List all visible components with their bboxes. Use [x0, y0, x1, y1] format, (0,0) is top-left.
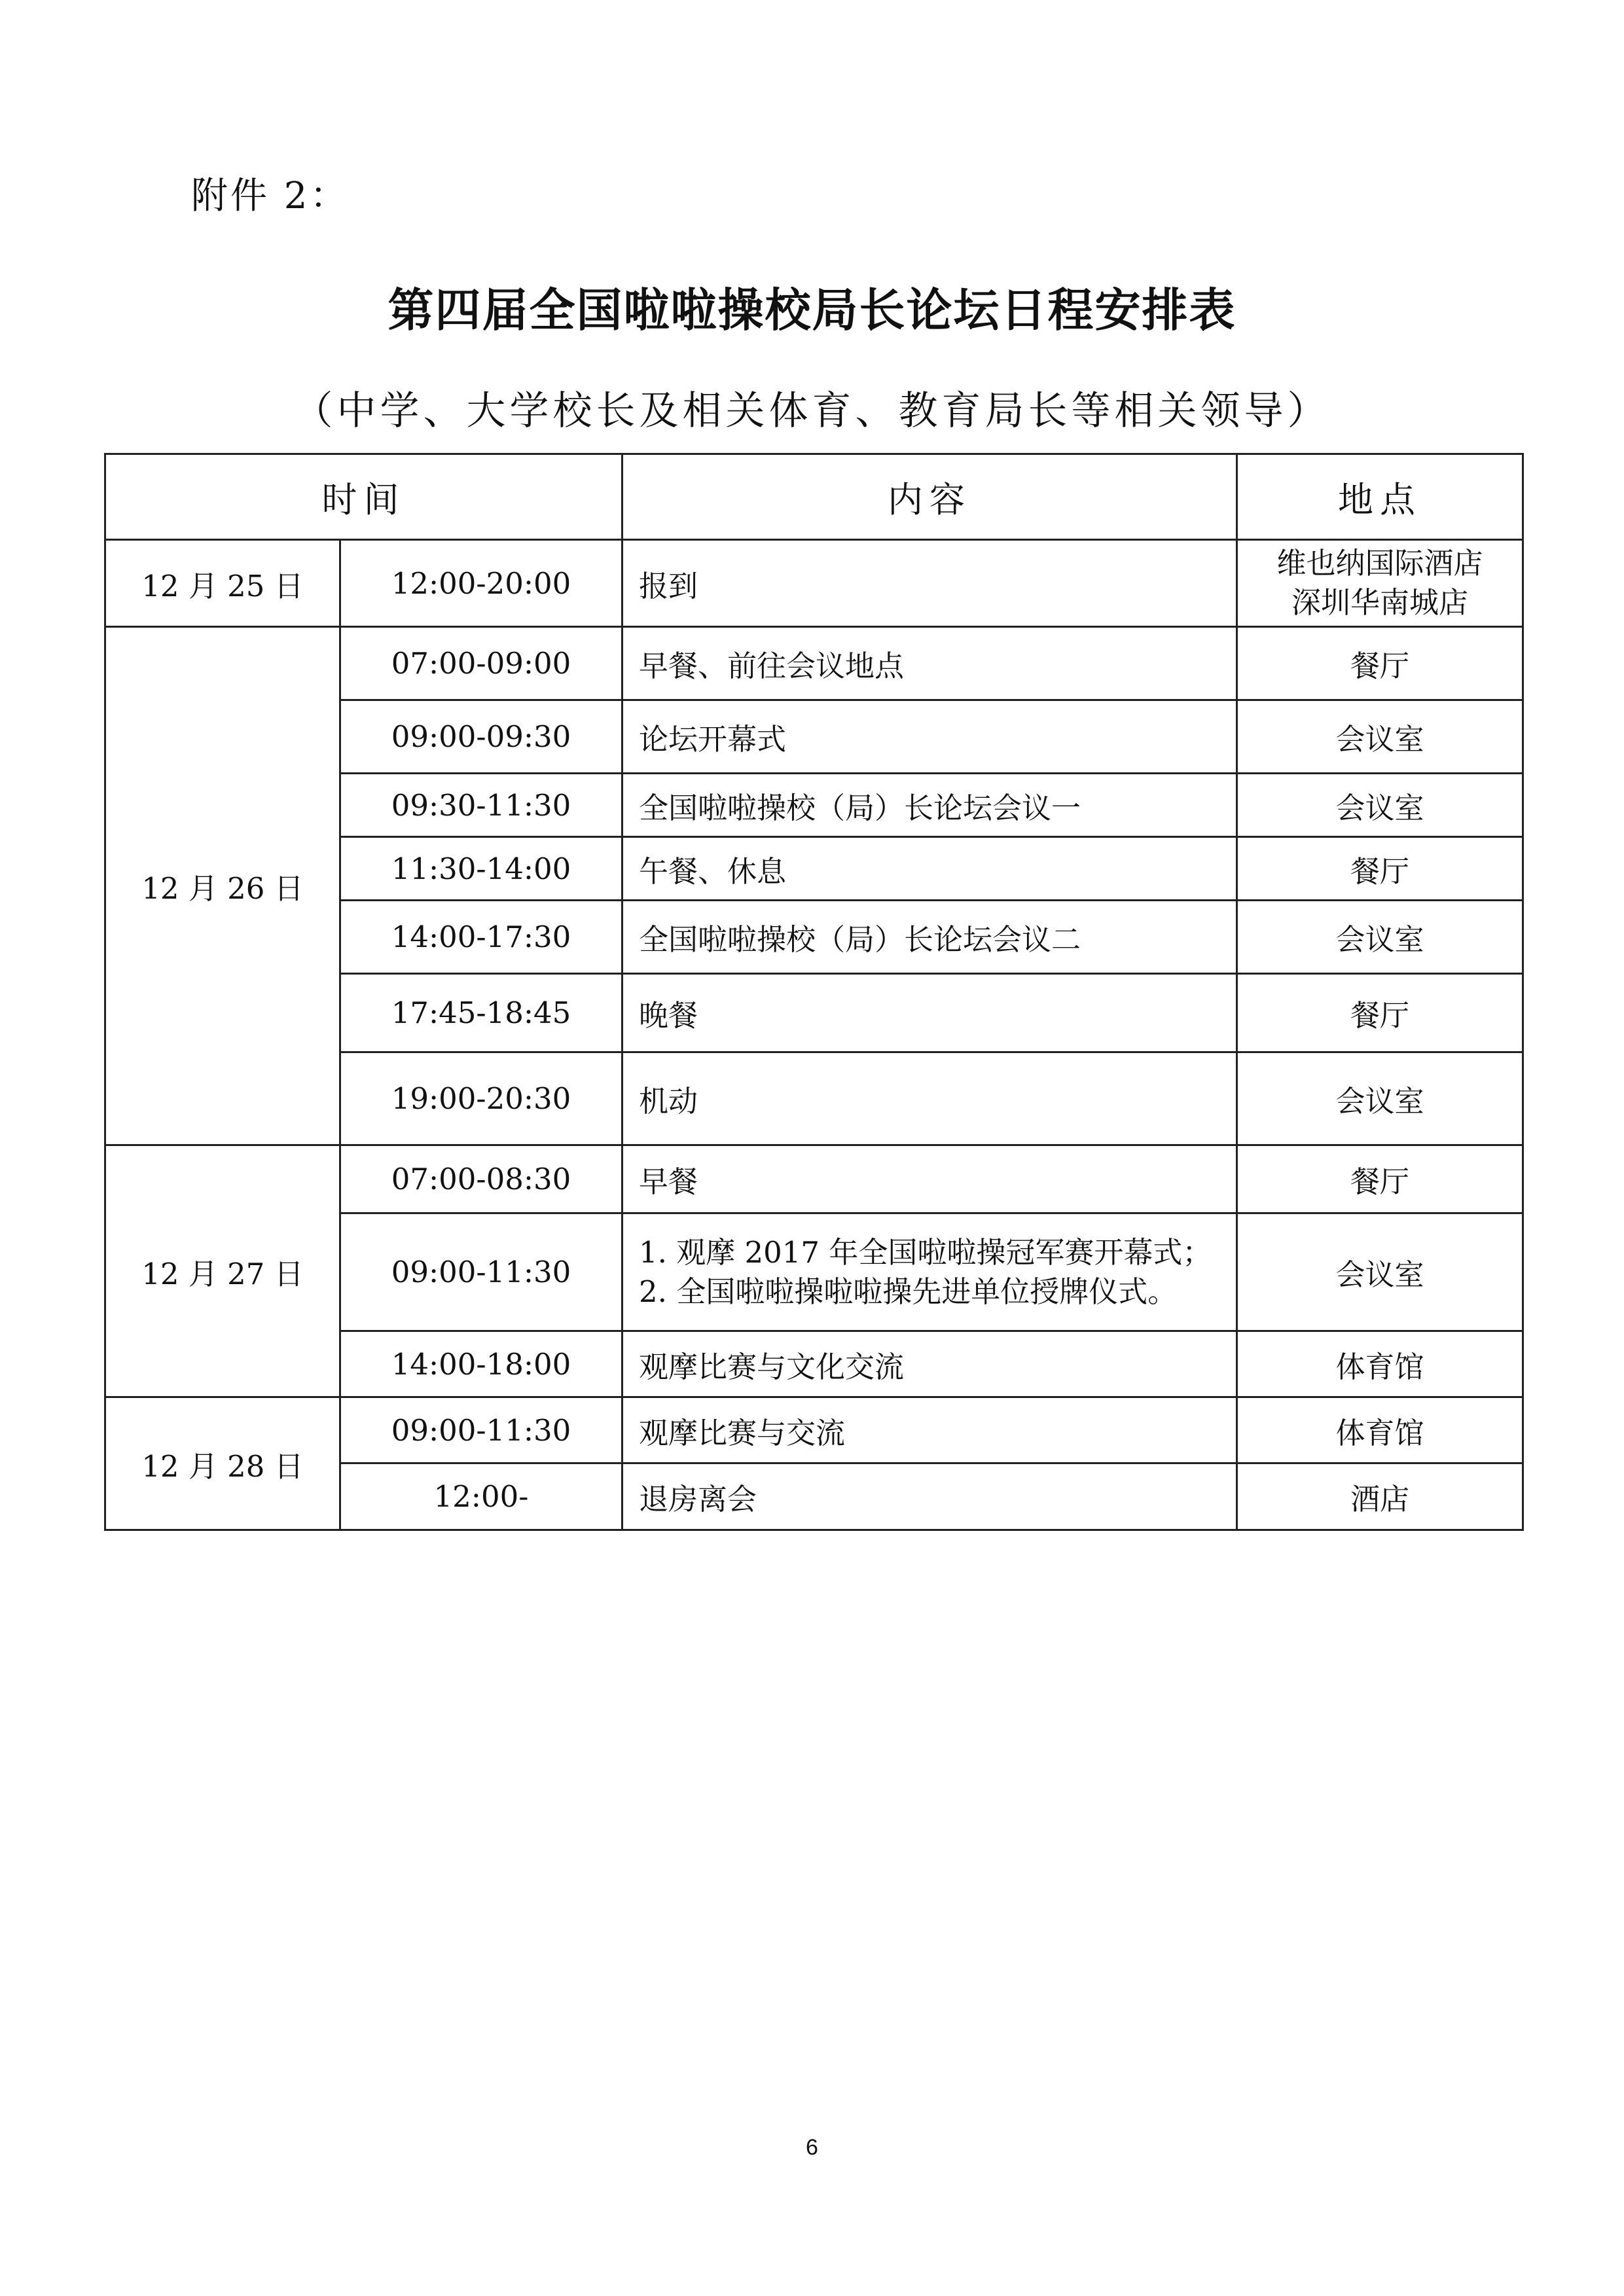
document-title: 第四届全国啦啦操校局长论坛日程安排表: [388, 283, 1236, 337]
time-cell: 12:00-20:00: [340, 540, 623, 627]
time-cell: 07:00-08:30: [340, 1145, 623, 1213]
location-cell: 餐厅: [1237, 1145, 1523, 1213]
content-cell: 全国啦啦操校（局）长论坛会议一: [623, 774, 1237, 837]
location-line: 深圳华南城店: [1291, 585, 1468, 620]
table-row: [105, 1397, 1523, 1463]
table-header-row: [105, 454, 1523, 540]
content-cell: 早餐、前往会议地点: [623, 627, 1237, 700]
date-cell: 12 月 27 日: [105, 1145, 340, 1397]
content-cell: [623, 1213, 1237, 1331]
table-row: [105, 627, 1523, 700]
header-location: 地点: [1237, 454, 1523, 540]
table-row: [105, 540, 1523, 627]
location-cell: 会议室: [1237, 901, 1523, 974]
date-cell: 12 月 28 日: [105, 1397, 340, 1530]
location-cell: 会议室: [1237, 774, 1523, 837]
location-cell: 餐厅: [1237, 627, 1523, 700]
content-line: 1. 观摩 2017 年全国啦啦操冠军赛开幕式；: [639, 1234, 1212, 1270]
time-cell: 12:00-: [340, 1463, 623, 1530]
location-cell: 体育馆: [1237, 1397, 1523, 1463]
table-row: [105, 1145, 1523, 1213]
content-cell: 机动: [623, 1052, 1237, 1145]
content-cell: 论坛开幕式: [623, 700, 1237, 774]
content-cell: 观摩比赛与交流: [623, 1397, 1237, 1463]
content-cell: 晚餐: [623, 974, 1237, 1052]
date-cell: 12 月 25 日: [105, 540, 340, 627]
content-cell: 午餐、休息: [623, 837, 1237, 901]
location-cell: 餐厅: [1237, 837, 1523, 901]
location-cell: 会议室: [1237, 1213, 1523, 1331]
content-cell: 全国啦啦操校（局）长论坛会议二: [623, 901, 1237, 974]
content-cell: 报到: [623, 540, 1237, 627]
schedule-table: [104, 453, 1524, 1531]
date-cell: 12 月 26 日: [105, 627, 340, 1145]
time-cell: 07:00-09:00: [340, 627, 623, 700]
time-cell: 19:00-20:30: [340, 1052, 623, 1145]
attachment-label: 附件 2：: [191, 175, 350, 217]
time-cell: 17:45-18:45: [340, 974, 623, 1052]
time-cell: 09:00-11:30: [340, 1213, 623, 1331]
location-cell: 餐厅: [1237, 974, 1523, 1052]
content-line: 2. 全国啦啦操啦啦操先进单位授牌仪式。: [639, 1274, 1178, 1309]
location-cell: 会议室: [1237, 700, 1523, 774]
location-line: 维也纳国际酒店: [1276, 546, 1483, 581]
time-cell: 14:00-17:30: [340, 901, 623, 974]
page-number: 6: [806, 2135, 818, 2160]
time-cell: 11:30-14:00: [340, 837, 623, 901]
time-cell: 09:30-11:30: [340, 774, 623, 837]
location-cell: 体育馆: [1237, 1331, 1523, 1397]
header-time: 时间: [105, 454, 623, 540]
content-cell: 早餐: [623, 1145, 1237, 1213]
content-cell: 观摩比赛与文化交流: [623, 1331, 1237, 1397]
location-cell: 酒店: [1237, 1463, 1523, 1530]
location-cell: 会议室: [1237, 1052, 1523, 1145]
time-cell: 14:00-18:00: [340, 1331, 623, 1397]
time-cell: 09:00-09:30: [340, 700, 623, 774]
time-cell: 09:00-11:30: [340, 1397, 623, 1463]
location-cell: [1237, 540, 1523, 627]
content-cell: 退房离会: [623, 1463, 1237, 1530]
document-subtitle: （中学、大学校长及相关体育、教育局长等相关领导）: [293, 388, 1331, 434]
header-content: 内容: [623, 454, 1237, 540]
